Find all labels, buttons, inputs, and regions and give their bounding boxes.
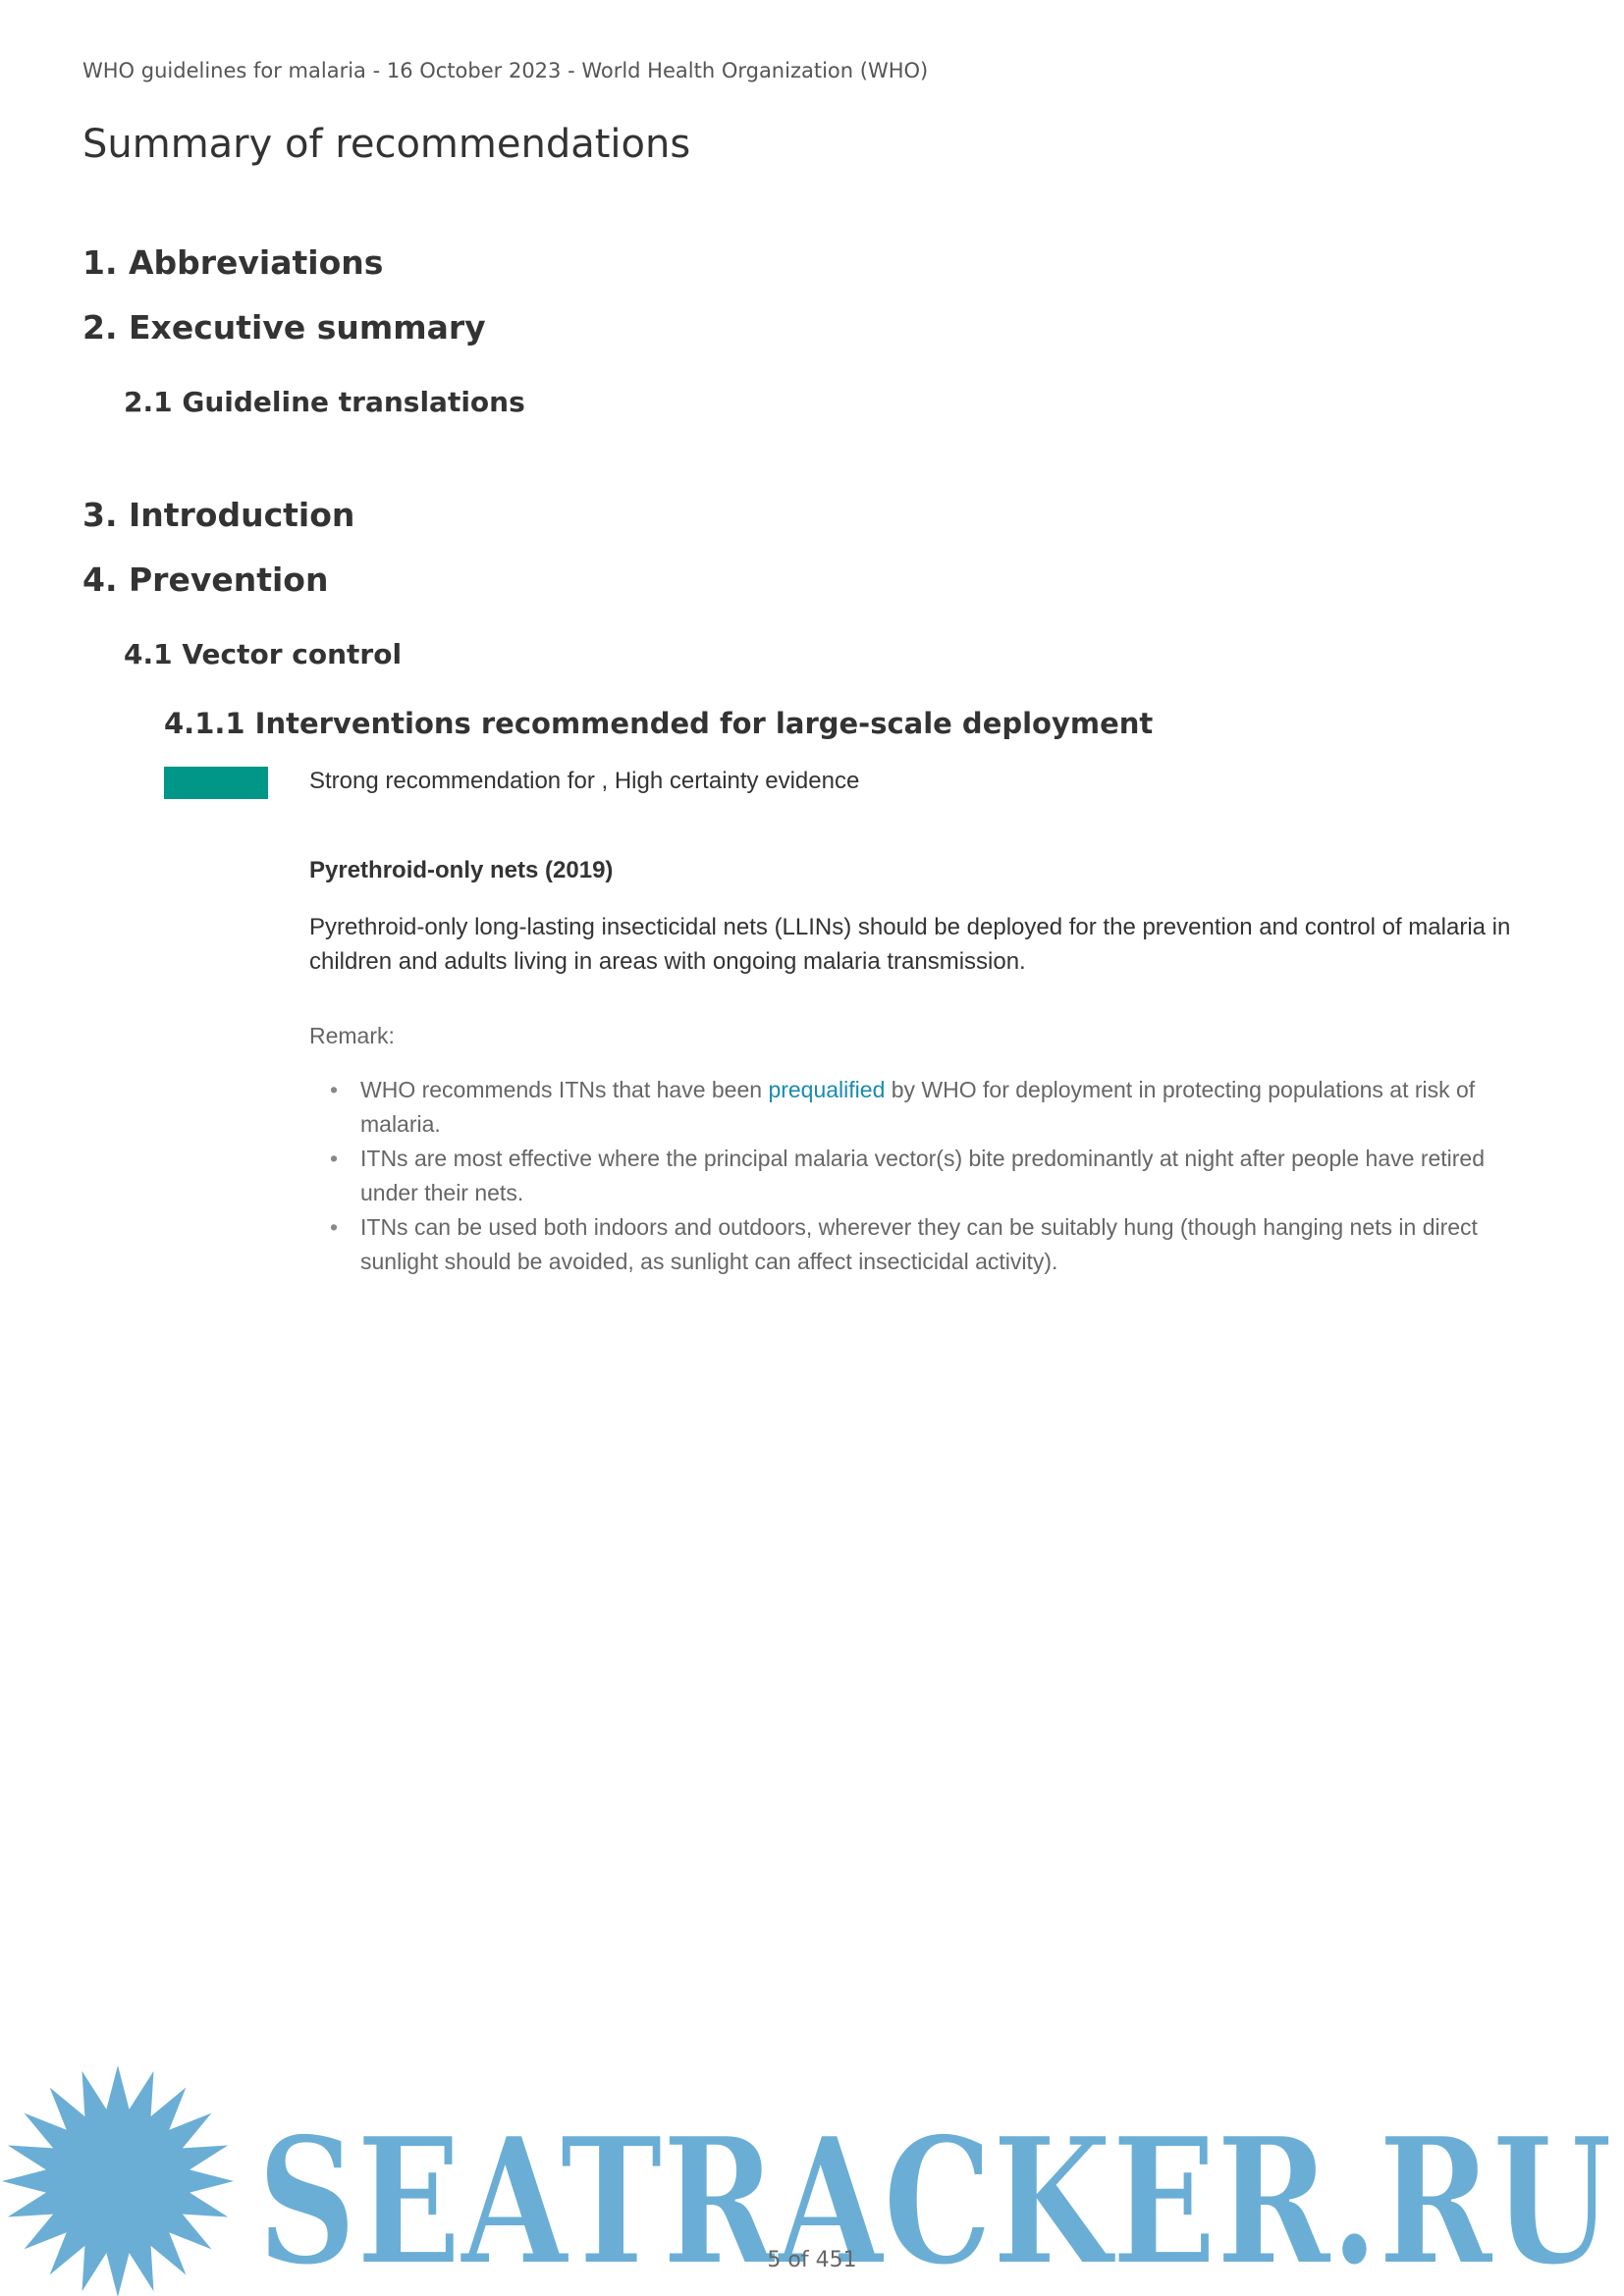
section-abbreviations[interactable]: 1. Abbreviations <box>82 243 384 282</box>
remark-item <box>309 1142 1517 1210</box>
running-header: WHO guidelines for malaria - 16 October 2023 - World Health Organization (WHO) <box>82 59 929 82</box>
section-prevention[interactable]: 4. Prevention <box>82 561 329 599</box>
section-vector-control[interactable]: 4.1 Vector control <box>124 638 403 670</box>
remark-item <box>309 1073 1517 1142</box>
prequalified-link[interactable]: prequalified <box>768 1077 886 1102</box>
section-interventions-large-scale[interactable]: 4.1.1 Interventions recommended for large-scale deployment <box>164 707 1154 740</box>
bullet-icon: • <box>330 1077 339 1102</box>
remark-label: Remark: <box>309 1023 395 1048</box>
remark-text: ITNs are most effective where the principal malaria vector(s) bite predominantly at night after people have retired under their nets. <box>360 1146 1486 1205</box>
recommendation-strength-text: Strong recommendation for , High certainty evidence <box>309 768 860 794</box>
bullet-icon: • <box>330 1146 339 1171</box>
page-number: 5 of 451 <box>767 2248 857 2272</box>
recommendation-body: Pyrethroid-only long-lasting insecticidal nets (LLINs) should be deployed for the prevention and control of malaria in children and adults living in areas with ongoing malaria transmission. <box>309 914 1511 975</box>
page-title: Summary of recommendations <box>82 122 691 167</box>
section-introduction[interactable]: 3. Introduction <box>82 496 355 534</box>
remark-list <box>309 1073 1517 1279</box>
section-executive-summary[interactable]: 2. Executive summary <box>82 308 486 347</box>
recommendation-strength-swatch <box>164 767 268 799</box>
watermark-text: SEATRACKER.RU <box>257 2099 1612 2296</box>
remark-text: ITNs can be used both indoors and outdoors, wherever they can be suitably hung (though hanging nets in direct sunlight should be avoided, as sunlight can affect insecticidal activity). <box>360 1214 1478 1274</box>
remark-text: by WHO for deployment in protecting populations at risk of malaria. <box>360 1077 1476 1137</box>
recommendation-title: Pyrethroid-only nets (2019) <box>309 857 614 883</box>
bullet-icon: • <box>330 1214 339 1240</box>
section-guideline-translations[interactable]: 2.1 Guideline translations <box>124 386 525 418</box>
remark-text: WHO recommends ITNs that have been <box>360 1077 769 1102</box>
remark-item <box>309 1210 1517 1279</box>
